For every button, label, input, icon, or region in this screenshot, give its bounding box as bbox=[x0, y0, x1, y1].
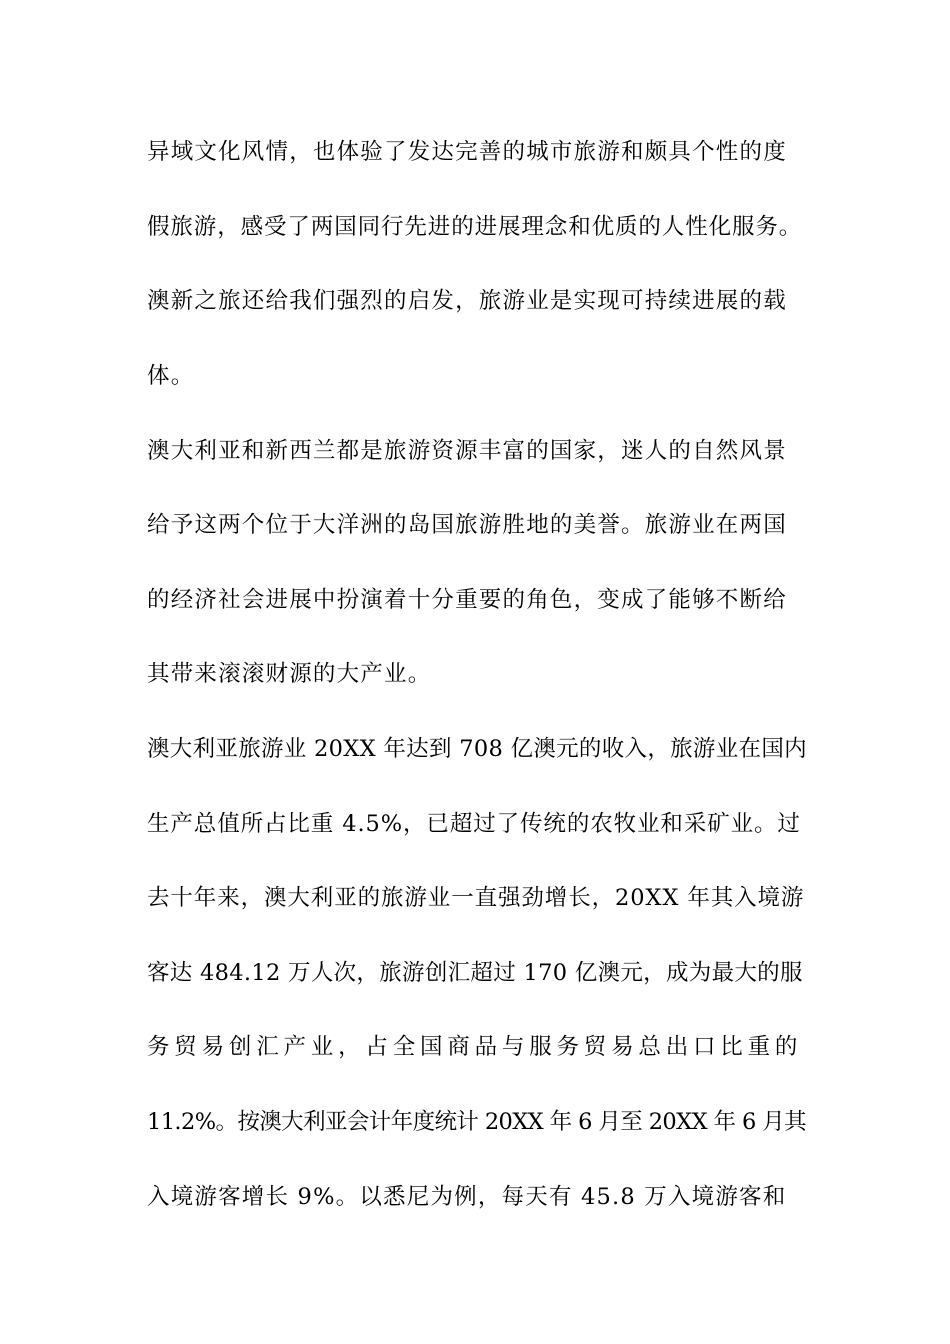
text-line: 入境游客增长 9%。以悉尼为例，每天有 45.8 万入境游客和 bbox=[147, 1184, 787, 1210]
text-line: 给予这两个位于大洋洲的岛国旅游胜地的美誉。旅游业在两国 bbox=[147, 512, 787, 538]
text-line: 11.2%。按澳大利亚会计年度统计 20XX 年 6 月至 20XX 年 6 月其 bbox=[147, 1109, 807, 1135]
text-line: 客达 484.12 万人次，旅游创汇超过 170 亿澳元，成为最大的服 bbox=[147, 960, 803, 986]
text-line: 去十年来，澳大利亚的旅游业一直强劲增长，20XX 年其入境游 bbox=[147, 885, 805, 911]
text-line: 澳大利亚和新西兰都是旅游资源丰富的国家，迷人的自然风景 bbox=[147, 438, 787, 464]
text-line: 务贸易创汇产业，占全国商品与服务贸易总出口比重的 bbox=[147, 1034, 803, 1060]
text-line: 生产总值所占比重 4.5%，已超过了传统的农牧业和采矿业。过 bbox=[147, 811, 801, 837]
text-line: 的经济社会进展中扮演着十分重要的角色，变成了能够不断给 bbox=[147, 587, 787, 613]
text-line: 体。 bbox=[147, 363, 195, 389]
text-line: 澳大利亚旅游业 20XX 年达到 708 亿澳元的收入，旅游业在国内 bbox=[147, 736, 807, 762]
text-line: 其带来滚滚财源的大产业。 bbox=[147, 661, 432, 687]
text-line: 澳新之旅还给我们强烈的启发，旅游业是实现可持续进展的载 bbox=[147, 288, 787, 314]
text-line: 异域文化风情，也体验了发达完善的城市旅游和颇具个性的度 bbox=[147, 139, 787, 165]
text-line: 假旅游，感受了两国同行先进的进展理念和优质的人性化服务。 bbox=[147, 214, 803, 240]
